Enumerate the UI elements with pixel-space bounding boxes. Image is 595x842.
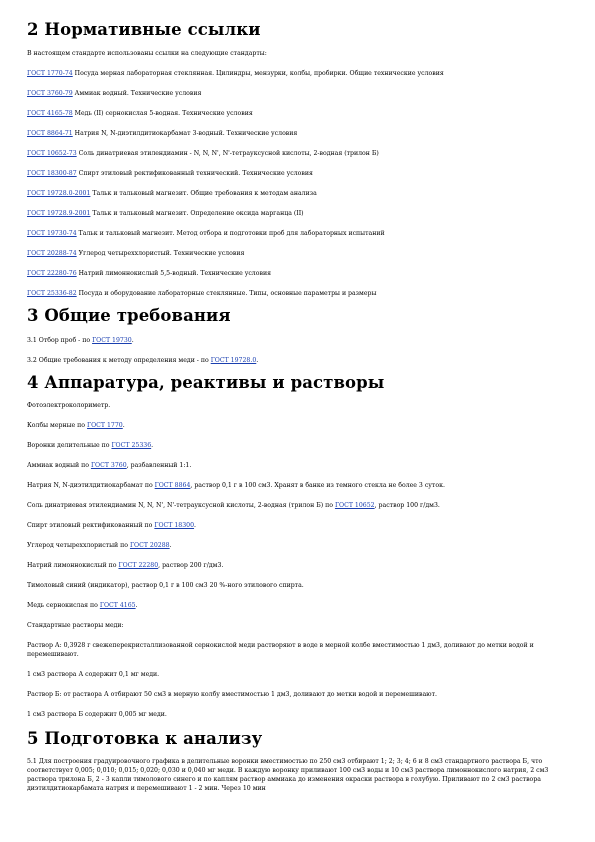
section-4-heading: 4 Аппаратура, реактивы и растворы <box>27 373 385 392</box>
document-page <box>27 20 572 792</box>
reference-list <box>27 69 572 298</box>
reference-item: ГОСТ 8864-71 Натрия N, N-диэтилдитиокарбамат 3-водный. Технические условия <box>27 130 298 137</box>
section-2-intro: В настоящем стандарте использованы ссылки на следующие стандарты: <box>27 50 267 57</box>
reference-link[interactable]: ГОСТ 20288 <box>129 542 170 549</box>
list-item: Колбы мерные по ГОСТ 1770. <box>27 422 125 429</box>
reference-link[interactable]: ГОСТ 22280 <box>118 562 159 569</box>
reference-link[interactable]: ГОСТ 25336 <box>111 442 152 449</box>
reference-item: ГОСТ 1770-74 Посуда мерная лабораторная стеклянная. Цилиндры, мензурки, колбы, пробирки. Общие технические условия <box>27 70 444 77</box>
list-item: Углерод четыреххлористый по ГОСТ 20288. <box>27 542 172 549</box>
reference-item: ГОСТ 19728.0-2001 Тальк и тальковый магнезит. Общие требования к методам анализа <box>27 190 317 197</box>
reference-link[interactable]: ГОСТ 19728.0-2001 <box>27 190 91 197</box>
reference-link[interactable]: ГОСТ 19730-74 <box>27 230 77 237</box>
list-item: Натрия N, N-диэтилдитиокарбамат по ГОСТ 8864, раствор 0,1 г в 100 см3. Хранят в банке из темного стекла не более 3 суток. <box>27 482 445 489</box>
reference-link[interactable]: ГОСТ 8864 <box>154 482 191 489</box>
list-item: Спирт этиловый ректификованный по ГОСТ 18300. <box>27 522 197 529</box>
list-item: Тимоловый синий (индикатор), раствор 0,1 г в 100 см3 20 %-ного этилового спирта. <box>27 582 304 589</box>
list-item: Аммиак водный по ГОСТ 3760, разбавленный 1:1. <box>27 462 192 469</box>
reference-link[interactable]: ГОСТ 1770-74 <box>27 70 73 77</box>
list-item: Натрий лимоннокислый по ГОСТ 22280, раствор 200 г/дм3. <box>27 562 224 569</box>
solution-b-note: 1 см3 раствора Б содержит 0,005 мг меди. <box>27 711 167 718</box>
reference-link[interactable]: ГОСТ 22280-76 <box>27 270 77 277</box>
reference-link[interactable]: ГОСТ 18300-87 <box>27 170 77 177</box>
reference-item: ГОСТ 10652-73 Соль динатриевая этилендиамин - N, N, N', N'-тетрауксусной кислоты, 2-водная (трилон Б) <box>27 150 379 157</box>
list-item: Медь сернокислая по ГОСТ 4165. <box>27 602 138 609</box>
reference-link[interactable]: ГОСТ 19730 <box>92 337 132 344</box>
reference-item: ГОСТ 25336-82 Посуда и оборудование лабораторные стеклянные. Типы, основные параметры и размеры <box>27 290 377 297</box>
equipment-list <box>27 401 572 630</box>
reference-link[interactable]: ГОСТ 19728.9-2001 <box>27 210 91 217</box>
solution-b-paragraph: Раствор Б: от раствора А отбирают 50 см3 в мерную колбу вместимостью 1 дм3, доливают до метки водой и перемешивают. <box>27 691 437 698</box>
list-item: Стандартные растворы меди: <box>27 622 124 629</box>
list-item: Воронки делительные по ГОСТ 25336. <box>27 442 154 449</box>
solution-a-note: 1 см3 раствора А содержит 0,1 мг меди. <box>27 671 160 678</box>
reference-item: ГОСТ 22280-76 Натрий лимоннокислый 5,5-водный. Технические условия <box>27 270 271 277</box>
list-item: Фотоэлектроколориметр. <box>27 402 111 409</box>
section-3-heading: 3 Общие требования <box>27 306 231 325</box>
list-item: Соль динатриевая этилендиамин N, N, N', N'-тетрауксусной кислоты, 2-водная (трилон Б) по ГОСТ 10652, раствор 100 г/дм3. <box>27 502 440 509</box>
reference-item: ГОСТ 3760-79 Аммиак водный. Технические условия <box>27 90 202 97</box>
reference-item: ГОСТ 19730-74 Тальк и тальковый магнезит. Метод отбора и подготовки проб для лабораторных испытаний <box>27 230 385 237</box>
reference-link[interactable]: ГОСТ 18300 <box>154 522 195 529</box>
reference-link[interactable]: ГОСТ 25336-82 <box>27 290 77 297</box>
reference-link[interactable]: ГОСТ 4165 <box>99 602 136 609</box>
reference-link[interactable]: ГОСТ 3760 <box>90 462 127 469</box>
paragraph-3-1: 3.1 Отбор проб - по ГОСТ 19730. <box>27 337 134 344</box>
section-5-heading: 5 Подготовка к анализу <box>27 729 263 748</box>
reference-link[interactable]: ГОСТ 20288-74 <box>27 250 77 257</box>
paragraph-3-2: 3.2 Общие требования к методу определения меди - по ГОСТ 19728.0. <box>27 357 259 364</box>
reference-link[interactable]: ГОСТ 4165-78 <box>27 110 73 117</box>
reference-link[interactable]: ГОСТ 8864-71 <box>27 130 73 137</box>
paragraph-5-1: 5.1 Для построения градуировочного графика в делительные воронки вместимостью по 250 см3 отбирают 1; 2; 3; 4; 6 и 8 см3 стандартного раствора Б, что соответствует 0,005; 0,010; 0,015; 0,020; 0,030 и 0,040 мг меди. В каждую воронку приливают 100 см3 воды и 10 см3 раствора лимоннокислого натрия, 2 см3 раствора трилона Б, 2 - 3 капли тимолового синего и по каплям раствор аммиака до изменения окраски раствора в голубую. Приливают по 2 см3 раствора диэтилдитиокарбамата натрия и перемешивают 1 - 2 мин. Через 10 мин <box>27 758 549 792</box>
reference-item: ГОСТ 19728.9-2001 Тальк и тальковый магнезит. Определение оксида марганца (II) <box>27 210 304 217</box>
reference-link[interactable]: ГОСТ 1770 <box>87 422 123 429</box>
section-2-heading: 2 Нормативные ссылки <box>27 20 261 39</box>
reference-link[interactable]: ГОСТ 10652 <box>334 502 375 509</box>
solution-a-paragraph: Раствор А: 0,3928 г свежеперекристаллизованной сернокислой меди растворяют в воде в мерной колбе вместимостью 1 дм3, доливают до метки водой и перемешивают. <box>27 642 534 658</box>
reference-item: ГОСТ 4165-78 Медь (II) сернокислая 5-водная. Технические условия <box>27 110 253 117</box>
reference-link[interactable]: ГОСТ 10652-73 <box>27 150 77 157</box>
reference-link[interactable]: ГОСТ 19728.0 <box>210 357 257 364</box>
reference-link[interactable]: ГОСТ 3760-79 <box>27 90 73 97</box>
reference-item: ГОСТ 18300-87 Спирт этиловый ректификованный технический. Технические условия <box>27 170 313 177</box>
reference-item: ГОСТ 20288-74 Углерод четыреххлористый. Технические условия <box>27 250 245 257</box>
